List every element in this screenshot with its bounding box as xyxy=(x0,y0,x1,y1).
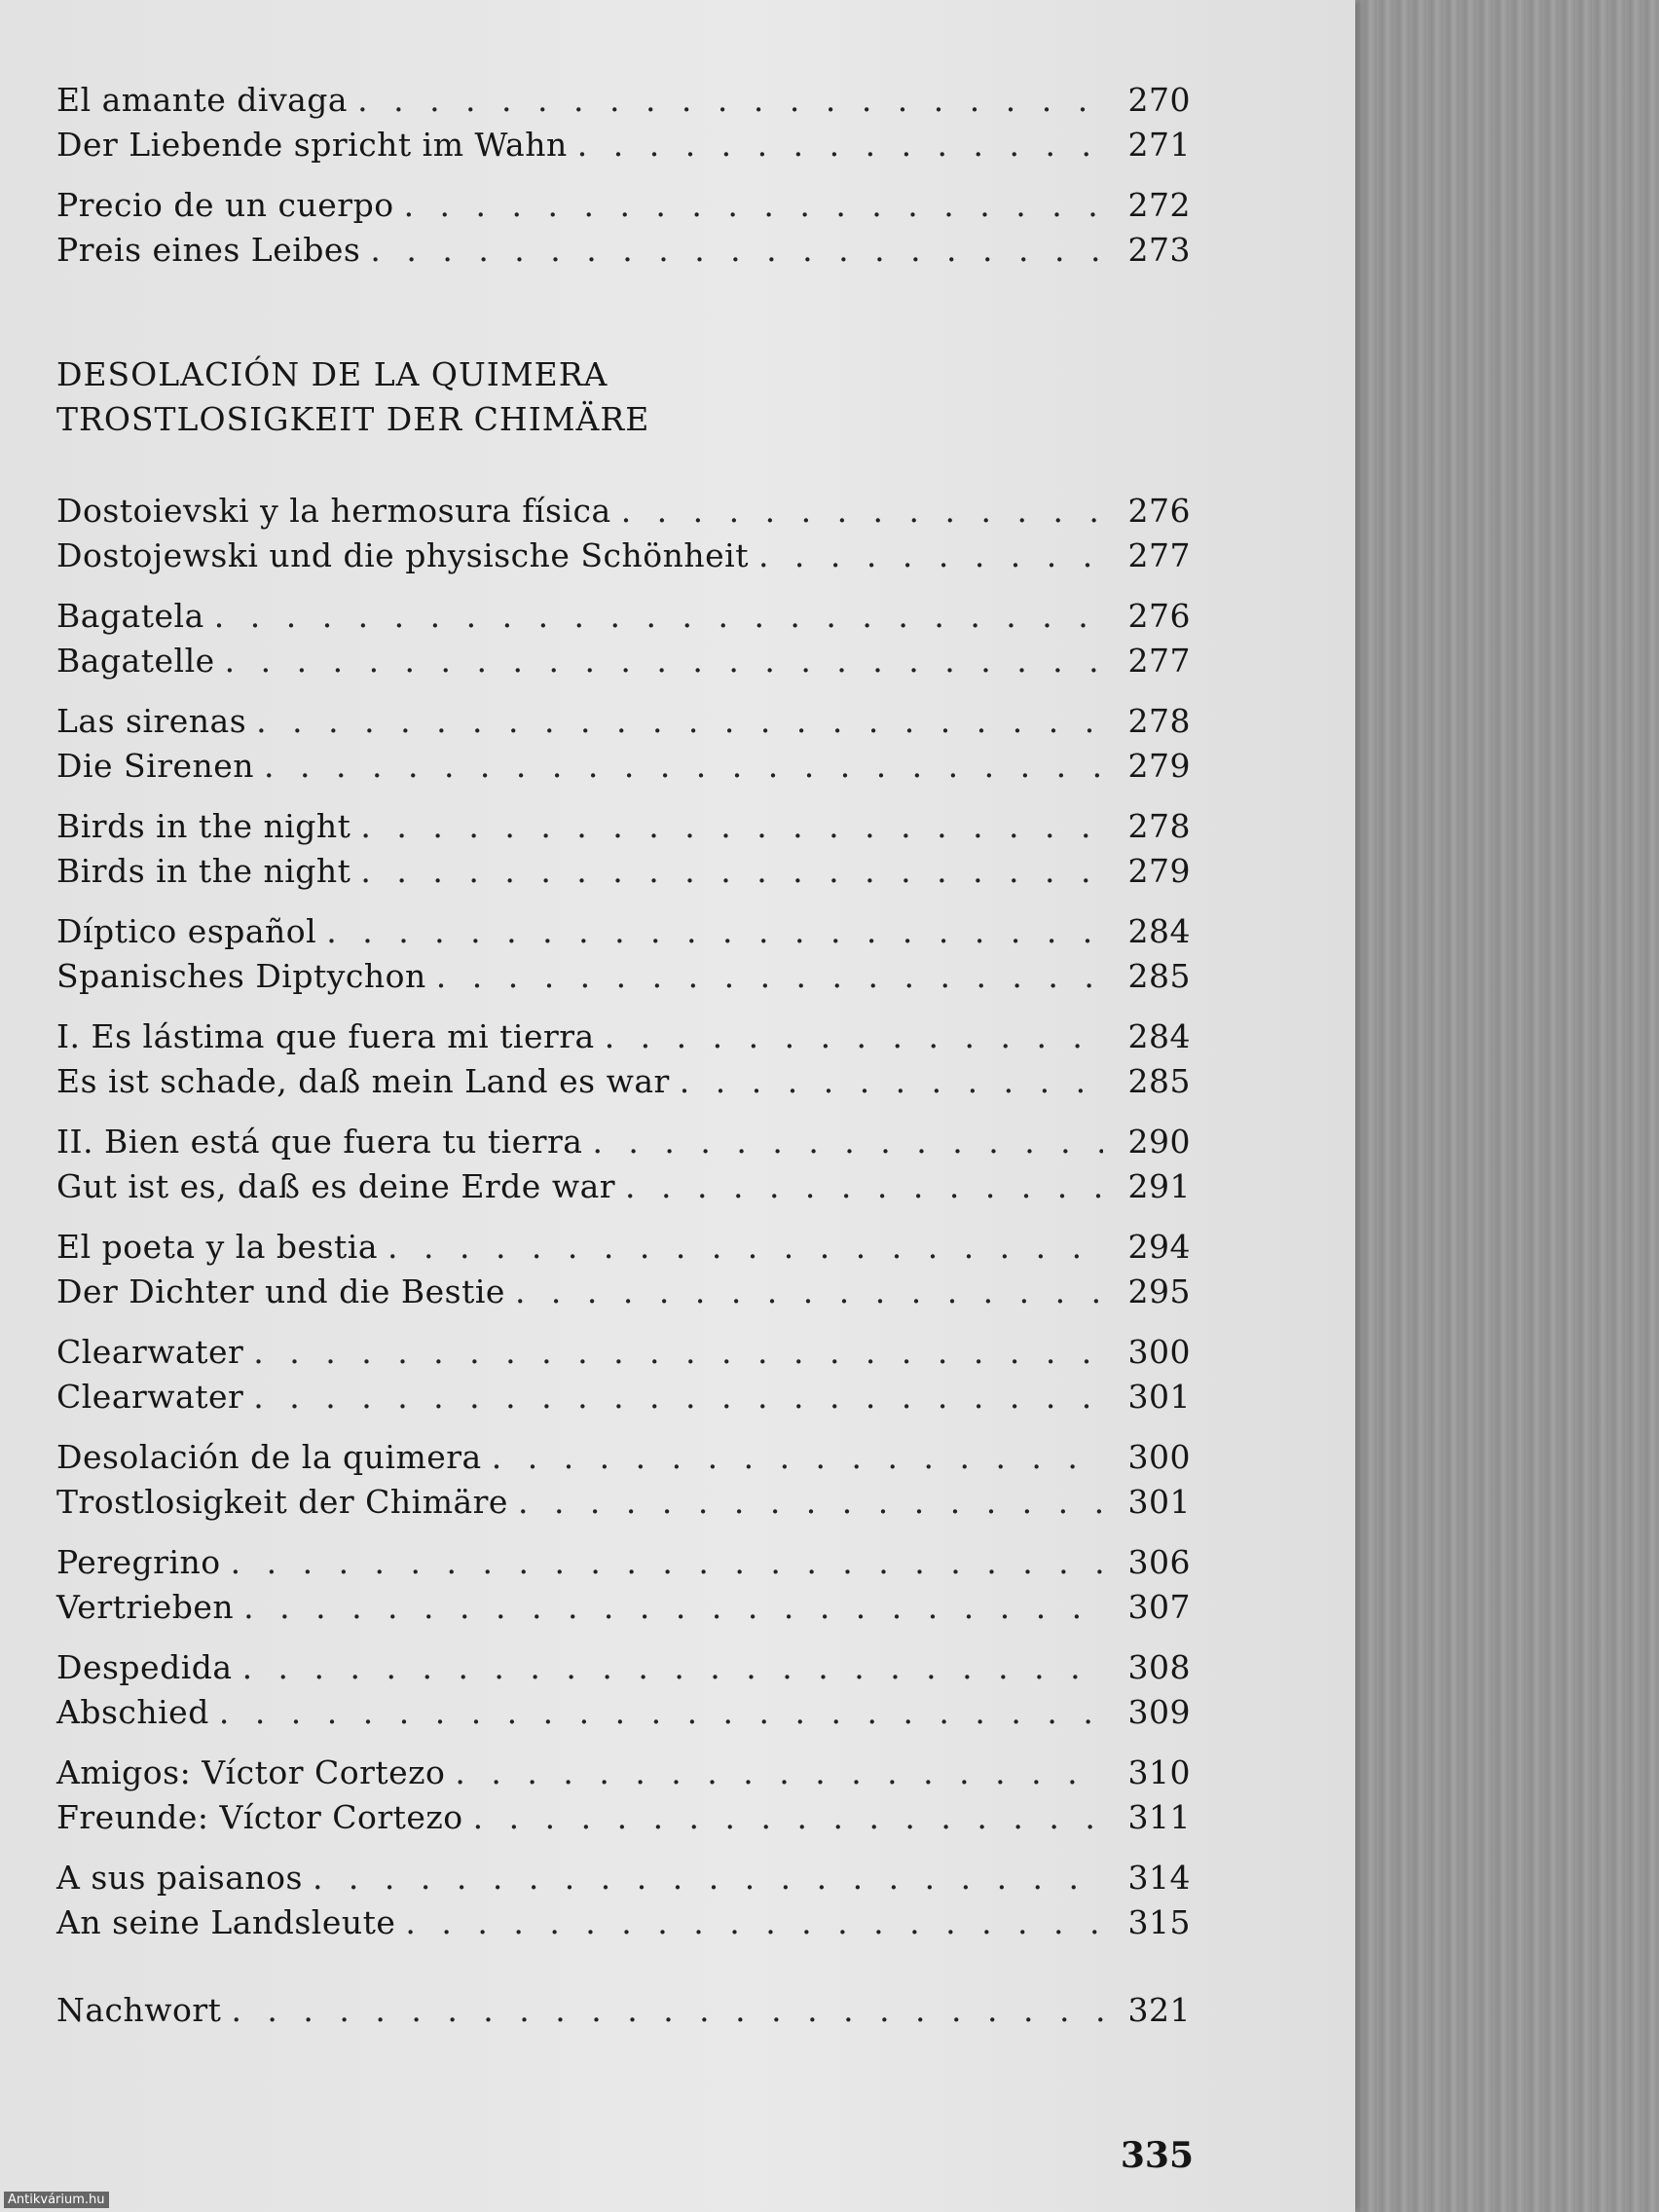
toc-final-group xyxy=(56,1988,1191,2033)
toc-entry xyxy=(56,1120,1191,1164)
dot-leader xyxy=(492,1435,1103,1480)
toc-entry xyxy=(56,1900,1191,1945)
toc-entry-page-number: 310 xyxy=(1127,1753,1191,1791)
toc-entry-title: El poeta y la bestia xyxy=(56,1228,379,1266)
toc-entry-group xyxy=(56,1540,1191,1630)
toc-entry-title: A sus paisanos xyxy=(56,1859,303,1897)
toc-entry-title: Díptico español xyxy=(56,912,317,950)
toc-entry xyxy=(56,1480,1191,1525)
toc-entry-page-number: 284 xyxy=(1127,1017,1191,1055)
dot-leader xyxy=(518,1480,1103,1525)
toc-entry-page-number: 278 xyxy=(1127,807,1191,845)
dot-leader xyxy=(243,1585,1103,1630)
toc-entry-page-number: 285 xyxy=(1127,1062,1191,1100)
toc-entry-page-number: 276 xyxy=(1127,597,1191,635)
toc-entry-page-number: 272 xyxy=(1127,186,1191,224)
dot-leader xyxy=(231,1540,1103,1585)
toc-entry xyxy=(56,1225,1191,1270)
toc-entry-title: Preis eines Leibes xyxy=(56,231,361,269)
dot-leader xyxy=(605,1014,1103,1059)
toc-entry-group xyxy=(56,78,1191,167)
dot-leader xyxy=(404,183,1103,228)
dot-leader xyxy=(387,1225,1103,1270)
watermark: Antikvárium.hu xyxy=(4,2192,109,2208)
section-heading xyxy=(56,352,1191,442)
toc-entry-title: Birds in the night xyxy=(56,852,351,890)
toc-entry-page-number: 306 xyxy=(1127,1543,1191,1581)
toc-entry-page-number: 294 xyxy=(1127,1228,1191,1266)
dot-leader xyxy=(758,534,1103,578)
toc-entry xyxy=(56,1375,1191,1419)
dot-leader xyxy=(231,1988,1103,2033)
toc-entry-title: Trostlosigkeit der Chimäre xyxy=(56,1483,508,1521)
toc-entry-page-number: 279 xyxy=(1127,747,1191,785)
toc-entry-group xyxy=(56,183,1191,273)
background-surface xyxy=(1344,0,1659,2212)
toc-entry-title: Dostojewski und die physische Schönheit xyxy=(56,536,749,574)
toc-entry xyxy=(56,639,1191,683)
toc-entry-page-number: 309 xyxy=(1127,1693,1191,1731)
toc-entry xyxy=(56,183,1191,228)
toc-section-groups xyxy=(56,489,1191,1945)
toc-entry-title: Bagatelle xyxy=(56,642,215,680)
dot-leader xyxy=(436,954,1103,999)
toc-entry-page-number: 277 xyxy=(1127,536,1191,574)
toc-entry xyxy=(56,489,1191,534)
toc-entry xyxy=(56,1014,1191,1059)
toc-entry-title: Abschied xyxy=(56,1693,209,1731)
toc-entry-page-number: 295 xyxy=(1127,1272,1191,1310)
toc-entry-page-number: 314 xyxy=(1127,1859,1191,1897)
dot-leader xyxy=(214,594,1103,639)
toc-top-groups xyxy=(56,78,1191,273)
toc-entry-page-number: 300 xyxy=(1127,1333,1191,1371)
toc-entry-title: Clearwater xyxy=(56,1378,244,1416)
toc-entry xyxy=(56,594,1191,639)
toc-entry-title: Dostoievski y la hermosura física xyxy=(56,492,611,530)
toc-entry-group xyxy=(56,804,1191,894)
toc-entry-title: Vertrieben xyxy=(56,1588,235,1626)
toc-entry-page-number: 279 xyxy=(1127,852,1191,890)
toc-entry xyxy=(56,123,1191,167)
dot-leader xyxy=(360,849,1103,894)
toc-entry-group xyxy=(56,1645,1191,1735)
dot-leader xyxy=(621,489,1103,534)
toc-entry-page-number: 277 xyxy=(1127,642,1191,680)
toc-entry xyxy=(56,1751,1191,1795)
dot-leader xyxy=(256,699,1103,744)
section-heading-german: TROSTLOSIGKEIT DER CHIMÄRE xyxy=(56,400,650,438)
toc-entry-title: Las sirenas xyxy=(56,702,247,740)
toc-entry-group xyxy=(56,1120,1191,1209)
dot-leader xyxy=(225,639,1103,683)
toc-entry xyxy=(56,699,1191,744)
toc-entry-page-number: 271 xyxy=(1127,126,1191,164)
toc-entry-title: Die Sirenen xyxy=(56,747,255,785)
dot-leader xyxy=(253,1375,1103,1419)
toc-entry-page-number: 285 xyxy=(1127,957,1191,995)
toc-entry-page-number: 284 xyxy=(1127,912,1191,950)
dot-leader xyxy=(326,909,1103,954)
dot-leader xyxy=(360,804,1103,849)
toc-entry-page-number: 278 xyxy=(1127,702,1191,740)
toc-entry xyxy=(56,1585,1191,1630)
dot-leader xyxy=(680,1059,1103,1104)
toc-entry-title: Birds in the night xyxy=(56,807,351,845)
toc-entry-group xyxy=(56,909,1191,999)
toc-entry-page-number: 301 xyxy=(1127,1483,1191,1521)
toc-entry-title: Bagatela xyxy=(56,597,204,635)
toc-entry-title: An seine Landsleute xyxy=(56,1903,396,1941)
toc-entry xyxy=(56,1270,1191,1314)
toc-entry-group xyxy=(56,1225,1191,1314)
dot-leader xyxy=(357,78,1103,123)
toc-entry-title: Freunde: Víctor Cortezo xyxy=(56,1798,463,1836)
toc-entry-title: II. Bien está que fuera tu tierra xyxy=(56,1123,583,1161)
toc-entry xyxy=(56,1164,1191,1209)
toc-entry-title: Amigos: Víctor Cortezo xyxy=(56,1753,446,1791)
toc-entry xyxy=(56,744,1191,789)
toc-entry xyxy=(56,534,1191,578)
toc-entry-page-number: 300 xyxy=(1127,1438,1191,1476)
toc-entry xyxy=(56,849,1191,894)
table-of-contents xyxy=(56,78,1191,2048)
toc-entry xyxy=(56,804,1191,849)
toc-entry-page-number: 291 xyxy=(1127,1167,1191,1205)
toc-entry-page-number: 290 xyxy=(1127,1123,1191,1161)
dot-leader xyxy=(405,1900,1103,1945)
toc-entry-group xyxy=(56,594,1191,683)
toc-entry-title: Precio de un cuerpo xyxy=(56,186,394,224)
toc-entry-title: Spanisches Diptychon xyxy=(56,957,426,995)
toc-entry-group xyxy=(56,489,1191,578)
toc-entry-page-number: 273 xyxy=(1127,231,1191,269)
dot-leader xyxy=(242,1645,1103,1690)
section-heading-spanish: DESOLACIÓN DE LA QUIMERA xyxy=(56,355,608,393)
toc-entry xyxy=(56,1435,1191,1480)
toc-entry-title: Der Liebende spricht im Wahn xyxy=(56,126,568,164)
toc-entry xyxy=(56,1856,1191,1900)
toc-entry-page-number: 315 xyxy=(1127,1903,1191,1941)
toc-entry-group xyxy=(56,1856,1191,1945)
dot-leader xyxy=(473,1795,1103,1840)
toc-entry-title: Gut ist es, daß es deine Erde war xyxy=(56,1167,616,1205)
toc-entry-title: Clearwater xyxy=(56,1333,244,1371)
toc-entry-title: Despedida xyxy=(56,1648,233,1686)
toc-entry-title: Es ist schade, daß mein Land es war xyxy=(56,1062,670,1100)
toc-entry xyxy=(56,1645,1191,1690)
dot-leader xyxy=(625,1164,1103,1209)
dot-leader xyxy=(264,744,1103,789)
dot-leader xyxy=(253,1330,1103,1375)
toc-entry-page-number: 307 xyxy=(1127,1588,1191,1626)
dot-leader xyxy=(370,228,1103,273)
toc-entry-title: I. Es lástima que fuera mi tierra xyxy=(56,1017,595,1055)
toc-entry-page-number: 301 xyxy=(1127,1378,1191,1416)
toc-entry-group xyxy=(56,1435,1191,1525)
toc-entry xyxy=(56,954,1191,999)
toc-entry-nachwort xyxy=(56,1988,1191,2033)
toc-entry-group xyxy=(56,699,1191,789)
toc-entry-group xyxy=(56,1330,1191,1419)
toc-entry-title: Nachwort xyxy=(56,1991,222,2029)
toc-entry-title: El amante divaga xyxy=(56,81,349,119)
toc-entry xyxy=(56,1690,1191,1735)
dot-leader xyxy=(515,1270,1103,1314)
toc-entry xyxy=(56,228,1191,273)
toc-entry-page-number: 308 xyxy=(1127,1648,1191,1686)
toc-entry xyxy=(56,78,1191,123)
toc-entry-title: Desolación de la quimera xyxy=(56,1438,482,1476)
dot-leader xyxy=(592,1120,1103,1164)
toc-entry-group xyxy=(56,1751,1191,1840)
toc-entry xyxy=(56,1795,1191,1840)
dot-leader xyxy=(455,1751,1103,1795)
toc-entry xyxy=(56,1540,1191,1585)
toc-entry-group xyxy=(56,1014,1191,1104)
toc-entry-title: Der Dichter und die Bestie xyxy=(56,1272,505,1310)
toc-entry-page-number: 276 xyxy=(1127,492,1191,530)
toc-entry xyxy=(56,1330,1191,1375)
dot-leader xyxy=(313,1856,1103,1900)
toc-entry xyxy=(56,909,1191,954)
toc-entry-page-number: 270 xyxy=(1127,81,1191,119)
toc-entry xyxy=(56,1059,1191,1104)
dot-leader xyxy=(577,123,1103,167)
toc-entry-page-number: 311 xyxy=(1127,1798,1191,1836)
toc-entry-title: Peregrino xyxy=(56,1543,221,1581)
dot-leader xyxy=(219,1690,1103,1735)
page-number: 335 xyxy=(1120,2135,1194,2176)
toc-entry-page-number: 321 xyxy=(1127,1991,1191,2029)
